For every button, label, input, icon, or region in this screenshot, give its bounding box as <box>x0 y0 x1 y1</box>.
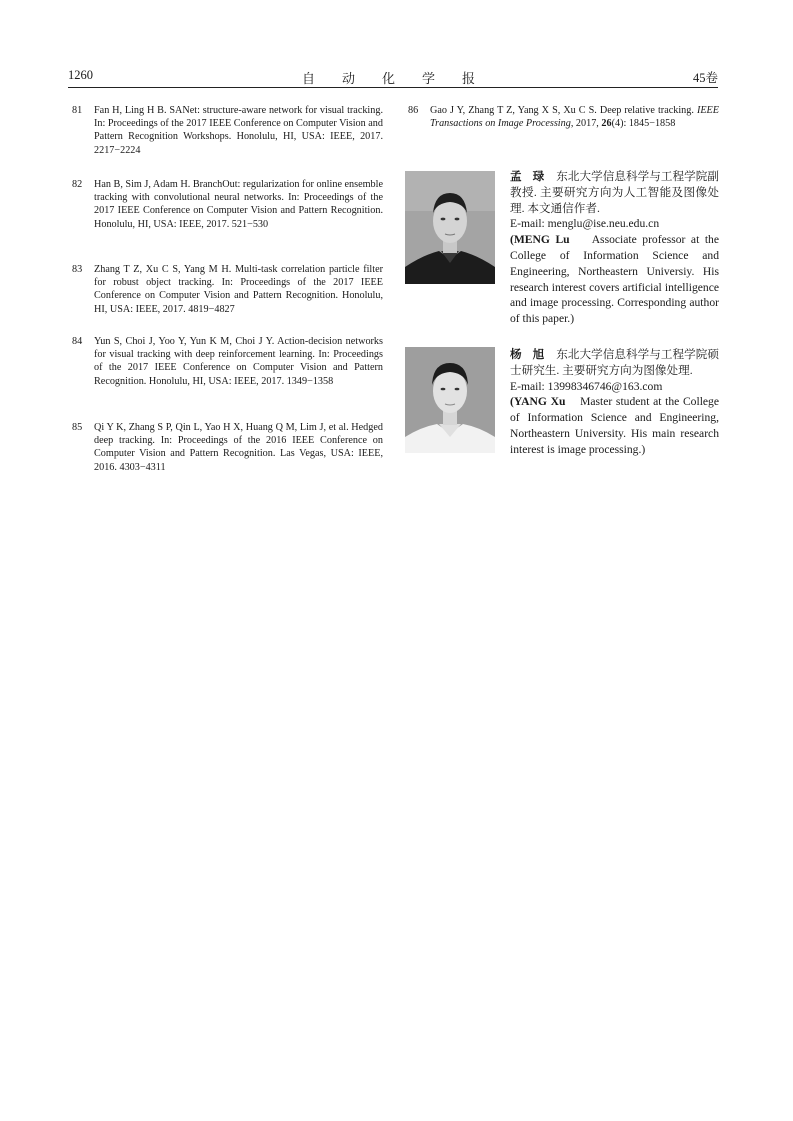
header-rule <box>68 87 718 88</box>
reference-text: Zhang T Z, Xu C S, Yang M H. Multi-task correlation particle filter for robust object tracking. In: Proceedings of the 2017 IEEE Conference on Computer Vision and Pattern Recognition. Honolulu, HI, USA: IEEE, 2017. 4819−4827 <box>94 264 383 315</box>
author-name-cn: 杨 旭 <box>510 348 549 361</box>
reference-year: , 2017, <box>570 118 602 130</box>
running-header <box>68 66 718 86</box>
author-email: E-mail: 13998346746@163.com <box>510 379 663 393</box>
author-desc-en: Associate professor at the College of Information Science and Engineering, Northeastern Universiy. His research interest covers artificial intelligence and image processing. Corresponding author of this paper.) <box>510 233 719 326</box>
author-photo-yang-xu <box>405 347 495 453</box>
reference-text: Yun S, Choi J, Yoo Y, Yun K M, Choi J Y. Action-decision networks for visual tracking with deep reinforcement learning. In: Proceedings of the 2017 IEEE Conference on Computer Vision and Pattern Recognition. Honolulu, HI, USA: IEEE, 2017. 1349−1358 <box>94 336 383 387</box>
reference-text <box>430 104 719 130</box>
reference-text: Han B, Sim J, Adam H. BranchOut: regularization for online ensemble tracking with convolutional neural networks. In: Proceedings of the 2017 IEEE Conference on Computer Vision and Pattern Recognition. Honolulu, HI, USA: IEEE, 2017. 521−530 <box>94 179 383 230</box>
reference-journal: IEEE Transactions on Image Processing <box>430 105 719 130</box>
reference-number: 85 <box>72 422 83 433</box>
reference-item <box>72 178 383 231</box>
reference-authors: Gao J Y, Zhang T Z, Yang X S, Xu C S. Deep relative tracking. <box>430 105 694 116</box>
reference-text: Qi Y K, Zhang S P, Qin L, Yao H X, Huang Q M, Lim J, et al. Hedged deep tracking. In: Proceedings of the 2016 IEEE Conference on Computer Vision and Pattern Recognition. Las Vegas, USA: IEEE, 2016. 4303−4311 <box>94 422 383 473</box>
author-desc-cn: 东北大学信息科学与工程学院硕士研究生. 主要研究方向为图像处理. <box>510 348 719 377</box>
reference-number: 82 <box>72 179 83 190</box>
reference-number: 81 <box>72 105 83 116</box>
reference-text: Fan H, Ling H B. SANet: structure-aware network for visual tracking. In: Proceedings of the 2017 IEEE Conference on Computer Vision and Pattern Recognition Workshops. Honolulu, HI, USA: IEEE, 2017. 2217−2224 <box>94 105 383 156</box>
reference-number: 83 <box>72 264 83 275</box>
reference-item <box>72 104 383 157</box>
reference-item <box>72 335 383 388</box>
reference-issue-pages: (4): 1845−1858 <box>611 118 676 130</box>
reference-item <box>72 263 383 316</box>
author-name-cn: 孟 琭 <box>510 170 549 183</box>
author-desc-cn: 东北大学信息科学与工程学院副教授. 主要研究方向为人工智能及图像处理. 本文通信作者. <box>510 170 719 215</box>
reference-number: 84 <box>72 336 83 347</box>
reference-number: 86 <box>408 105 419 116</box>
author-name-en: (YANG Xu <box>510 395 566 409</box>
reference-item <box>408 104 719 130</box>
page-number: 1260 <box>68 68 93 82</box>
reference-volume: 26 <box>601 118 612 130</box>
author-bio-yang-xu <box>510 347 719 458</box>
volume-label: 45卷 <box>692 71 718 85</box>
author-bio-meng-lu <box>510 169 719 327</box>
journal-title: 自动化学报 <box>302 71 503 86</box>
author-email: E-mail: menglu@ise.neu.edu.cn <box>510 217 660 231</box>
author-desc-en: Master student at the College of Information Science and Engineering, Northeastern University. His main research interest is image processing.) <box>510 395 720 456</box>
author-name-en: (MENG Lu <box>510 233 570 247</box>
author-photo-meng-lu <box>405 171 495 284</box>
reference-item <box>72 421 383 474</box>
